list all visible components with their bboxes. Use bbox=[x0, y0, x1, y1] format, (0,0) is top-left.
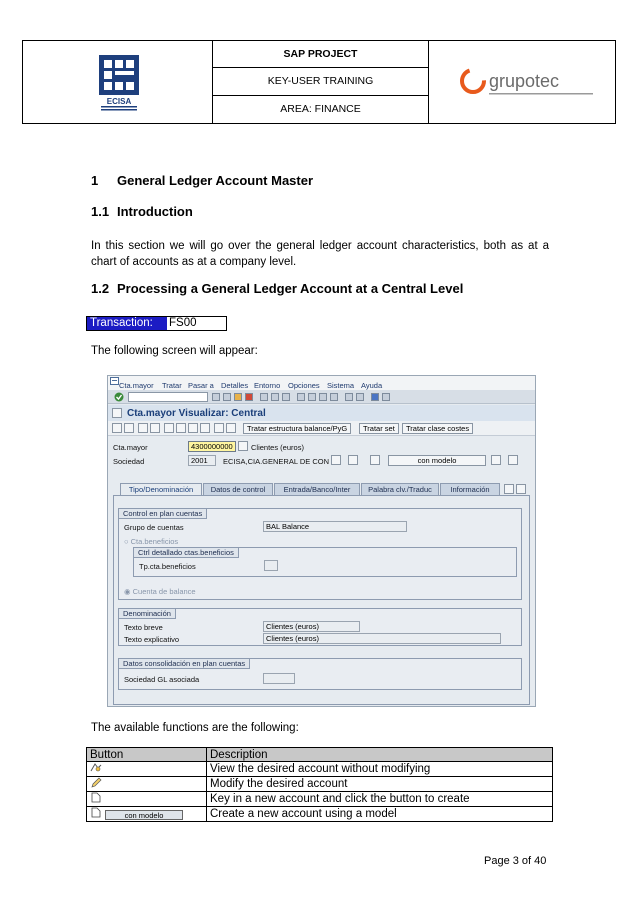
header-project: SAP PROJECT bbox=[213, 41, 428, 68]
group-consolidacion-title: Datos consolidación en plan cuentas bbox=[119, 659, 250, 669]
toolbar-icon-5[interactable] bbox=[214, 423, 224, 433]
cancel-icon[interactable] bbox=[245, 393, 253, 401]
sociedad-description: ECISA,CIA.GENERAL DE CON bbox=[223, 457, 329, 466]
tp-cta-beneficios-label: Tp.cta.beneficios bbox=[139, 562, 196, 571]
display-icon bbox=[90, 762, 102, 773]
section-1-heading: 1 General Ledger Account Master bbox=[91, 173, 314, 188]
lock-icon[interactable] bbox=[491, 455, 501, 465]
display-account-icon[interactable] bbox=[331, 455, 341, 465]
delete-icon[interactable] bbox=[508, 455, 518, 465]
ecisa-logo bbox=[95, 51, 143, 113]
texto-breve-label: Texto breve bbox=[124, 623, 163, 632]
row-description: Key in a new account and click the button to create bbox=[207, 792, 553, 807]
group-datos-consolidacion bbox=[118, 658, 522, 690]
find-icon[interactable] bbox=[271, 393, 279, 401]
table-row bbox=[87, 792, 553, 807]
menu-entorno[interactable]: Entorno bbox=[254, 381, 281, 390]
texto-explicativo-field[interactable]: Clientes (euros) bbox=[263, 633, 501, 644]
header-area: AREA: FINANCE bbox=[280, 102, 361, 115]
menu-tratar[interactable]: Tratar bbox=[162, 381, 182, 390]
shortcut-icon[interactable] bbox=[356, 393, 364, 401]
tp-cta-beneficios-field[interactable] bbox=[264, 560, 278, 571]
table-row bbox=[87, 807, 553, 822]
intro-paragraph: In this section we will go over the general ledger account characteristics, both as at a chart of accounts as at a company level. bbox=[91, 240, 549, 268]
grupotec-logo bbox=[459, 63, 599, 103]
header-table bbox=[22, 40, 616, 124]
first-page-icon[interactable] bbox=[297, 393, 305, 401]
sap-menu-icon bbox=[110, 377, 119, 385]
table-row bbox=[87, 762, 553, 777]
functions-header-row bbox=[87, 748, 553, 762]
match-code-icon[interactable] bbox=[238, 441, 248, 451]
functions-intro-text: The available functions are the following: bbox=[91, 722, 299, 734]
layout-icon[interactable] bbox=[382, 393, 390, 401]
header-center-cell bbox=[213, 41, 429, 123]
command-field[interactable] bbox=[128, 392, 208, 402]
header-right-cell bbox=[429, 41, 615, 123]
display-change-icon[interactable] bbox=[112, 408, 122, 418]
menu-sistema[interactable]: Sistema bbox=[327, 381, 355, 390]
row-description: Modify the desired account bbox=[207, 777, 553, 792]
svg-text:grupotec: grupotec bbox=[489, 71, 560, 91]
enter-check-icon[interactable] bbox=[114, 392, 124, 402]
toolbar-icon-2[interactable] bbox=[124, 423, 134, 433]
menu-cta-mayor[interactable]: Cta.mayor bbox=[119, 381, 154, 390]
toolbar-icon-4[interactable] bbox=[150, 423, 160, 433]
menu-opciones[interactable]: Opciones bbox=[288, 381, 320, 390]
transaction-box bbox=[86, 316, 227, 331]
tab-informacion[interactable]: Información bbox=[440, 483, 500, 495]
prev-page-icon[interactable] bbox=[308, 393, 316, 401]
toolbar-icon-3[interactable] bbox=[138, 423, 148, 433]
texto-breve-field[interactable]: Clientes (euros) bbox=[263, 621, 360, 632]
sociedad-gl-label: Sociedad GL asociada bbox=[124, 675, 200, 684]
sap-screen-title: Cta.mayor Visualizar: Central bbox=[127, 408, 266, 419]
menu-pasar-a[interactable]: Pasar a bbox=[188, 381, 214, 390]
group-control-title: Control en plan cuentas bbox=[119, 509, 207, 519]
sap-screenshot bbox=[107, 375, 536, 707]
con-modelo-button[interactable]: con modelo bbox=[388, 455, 486, 466]
screen-intro-text: The following screen will appear: bbox=[91, 345, 258, 357]
section-1-1-heading: 1.1 Introduction bbox=[91, 204, 193, 219]
toolbar-icon-1[interactable] bbox=[112, 423, 122, 433]
row-description: Create a new account using a model bbox=[207, 807, 553, 822]
sap-menubar bbox=[108, 376, 535, 390]
transaction-label: Transaction: bbox=[87, 317, 167, 330]
new-document-icon bbox=[90, 807, 102, 818]
new-document-icon bbox=[90, 792, 102, 803]
cuenta-balance-label: Cuenta de balance bbox=[132, 587, 196, 596]
tab-entrada-banco[interactable]: Entrada/Banco/Inter bbox=[274, 483, 360, 495]
tab-tipo-denominacion[interactable]: Tipo/Denominación bbox=[120, 483, 202, 495]
header-description: Description bbox=[207, 748, 553, 762]
print-icon[interactable] bbox=[260, 393, 268, 401]
texto-explicativo-label: Texto explicativo bbox=[124, 635, 180, 644]
cta-beneficios-radio[interactable]: ○ Cta.beneficios bbox=[124, 537, 179, 546]
cta-beneficios-label: Cta.beneficios bbox=[130, 537, 179, 546]
new-session-icon[interactable] bbox=[345, 393, 353, 401]
tratar-clase-costes-button[interactable]: Tratar clase costes bbox=[402, 423, 473, 434]
sociedad-field[interactable]: 2001 bbox=[188, 455, 216, 466]
help-icon[interactable] bbox=[371, 393, 379, 401]
section-1-2-heading: 1.2 Processing a General Ledger Account at a Central Level bbox=[91, 281, 464, 296]
transaction-code: FS00 bbox=[169, 317, 197, 329]
find-next-icon[interactable] bbox=[282, 393, 290, 401]
next-entry-icon[interactable] bbox=[188, 423, 198, 433]
table-row bbox=[87, 777, 553, 792]
cta-mayor-description: Clientes (euros) bbox=[251, 443, 304, 452]
cta-mayor-field[interactable]: 4300000000 bbox=[188, 441, 236, 452]
sociedad-label: Sociedad bbox=[113, 457, 145, 466]
tab-list-icon[interactable] bbox=[516, 484, 526, 494]
header-left-cell bbox=[23, 41, 213, 123]
group-ctrl-detallado-title: Ctrl detallado ctas.beneficios bbox=[134, 548, 239, 558]
grupo-cuentas-field[interactable]: BAL Balance bbox=[263, 521, 407, 532]
group-control-plan-cuentas bbox=[118, 508, 522, 600]
header-training: KEY-USER TRAINING bbox=[213, 68, 428, 95]
group-denominacion-title: Denominación bbox=[119, 609, 176, 619]
functions-table bbox=[86, 747, 553, 822]
cta-mayor-label: Cta.mayor bbox=[113, 443, 148, 452]
toolbar-icon-6[interactable] bbox=[226, 423, 236, 433]
next-page-icon[interactable] bbox=[319, 393, 327, 401]
row-description: View the desired account without modifying bbox=[207, 762, 553, 777]
last-entry-icon[interactable] bbox=[200, 423, 210, 433]
prev-entry-icon[interactable] bbox=[176, 423, 186, 433]
group-ctrl-detallado bbox=[133, 547, 517, 577]
header-button: Button bbox=[87, 748, 207, 762]
create-account-icon[interactable] bbox=[370, 455, 380, 465]
menu-detalles[interactable]: Detalles bbox=[221, 381, 249, 390]
pencil-icon bbox=[90, 777, 102, 788]
tab-scroll-icon[interactable] bbox=[504, 484, 514, 494]
sociedad-gl-field[interactable] bbox=[263, 673, 295, 684]
tratar-estructura-button[interactable]: Tratar estructura balance/PyG bbox=[243, 423, 351, 434]
con-modelo-button-sample: con modelo bbox=[105, 810, 183, 820]
exit-icon[interactable] bbox=[234, 393, 242, 401]
tab-datos-de-control[interactable]: Datos de control bbox=[203, 483, 273, 495]
sap-tab-panel bbox=[113, 495, 530, 705]
cuenta-balance-radio[interactable]: ◉ Cuenta de balance bbox=[124, 587, 196, 596]
sap-titlebar bbox=[108, 405, 535, 421]
tab-palabra-clave[interactable]: Palabra clv./Traduc bbox=[361, 483, 439, 495]
group-denominacion bbox=[118, 608, 522, 646]
sap-application-toolbar bbox=[108, 421, 535, 436]
sap-tab-strip bbox=[116, 483, 530, 495]
back-icon[interactable] bbox=[223, 393, 231, 401]
page-number: Page 3 of 40 bbox=[484, 855, 547, 867]
last-page-icon[interactable] bbox=[330, 393, 338, 401]
svg-text:ECISA: ECISA bbox=[106, 97, 132, 106]
first-entry-icon[interactable] bbox=[164, 423, 174, 433]
save-icon[interactable] bbox=[212, 393, 220, 401]
grupo-cuentas-label: Grupo de cuentas bbox=[124, 523, 184, 532]
tratar-set-button[interactable]: Tratar set bbox=[359, 423, 399, 434]
change-account-icon[interactable] bbox=[348, 455, 358, 465]
sap-standard-toolbar bbox=[108, 390, 535, 404]
menu-ayuda[interactable]: Ayuda bbox=[361, 381, 383, 390]
